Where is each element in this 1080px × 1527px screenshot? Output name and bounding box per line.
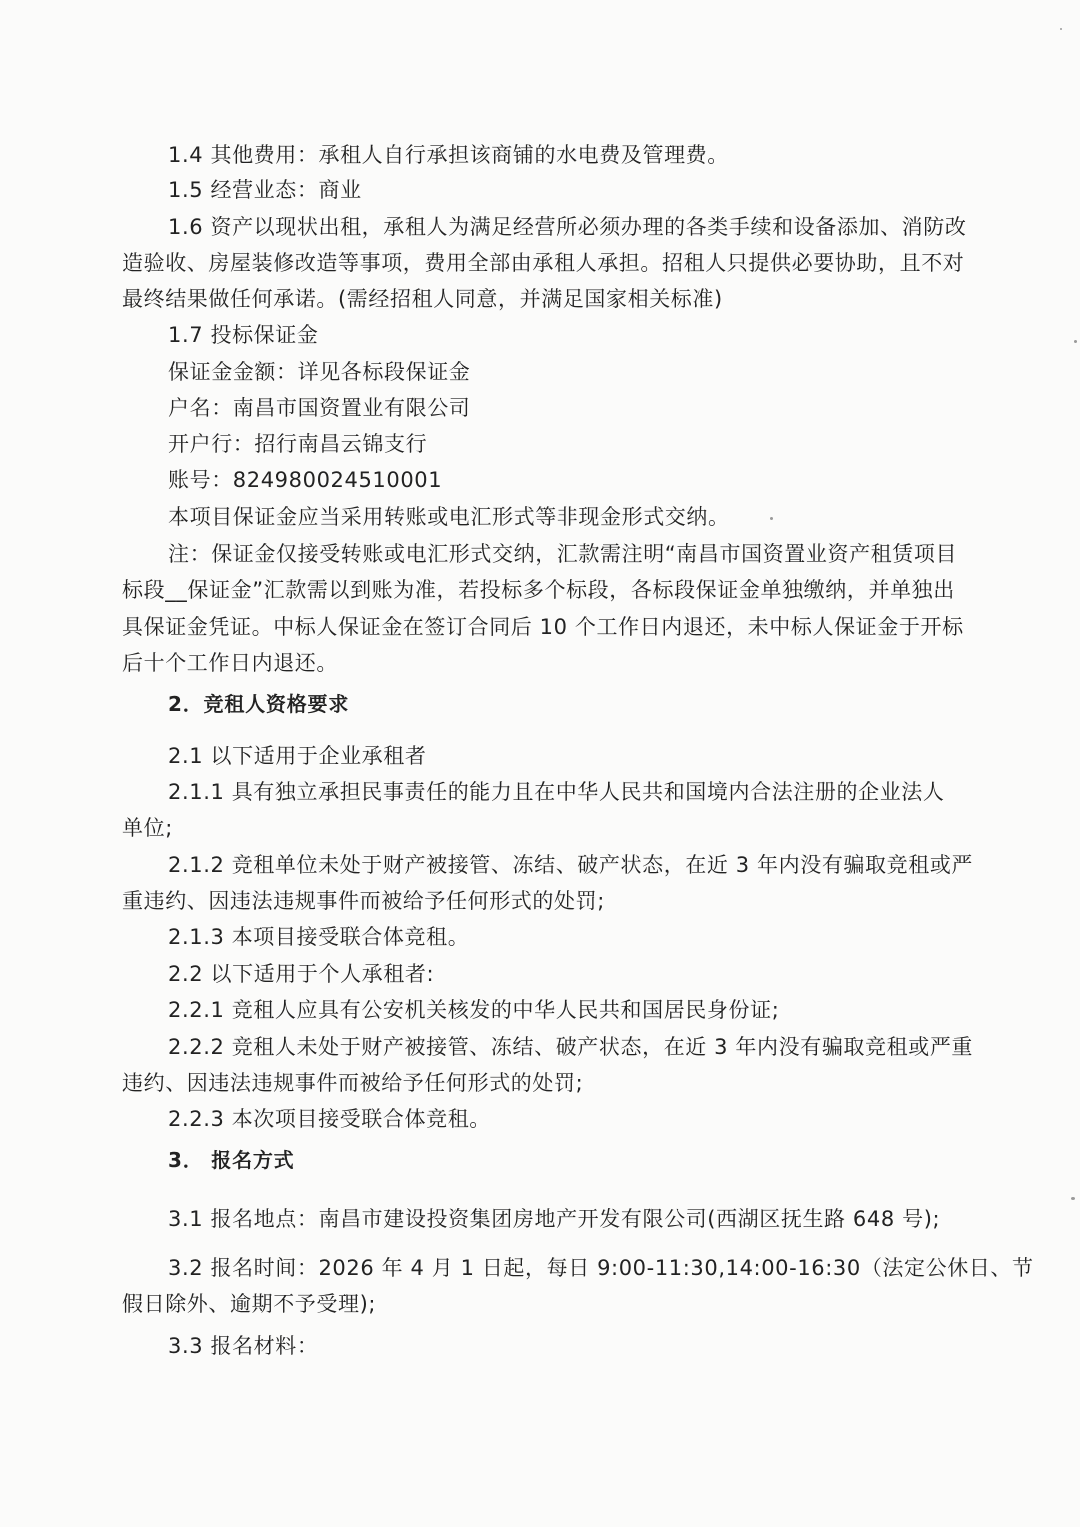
text-line: 3.3 报名材料： <box>168 1334 319 1358</box>
text-line: 具保证金凭证。中标人保证金在签订合同后 10 个工作日内退还，未中标人保证金于开标 <box>122 615 964 639</box>
scan-speck <box>770 517 773 520</box>
scan-speck <box>1071 1197 1075 1200</box>
text-line: 注：保证金仅接受转账或电汇形式交纳，汇款需注明“南昌市国资置业资产租赁项目 <box>168 542 958 566</box>
text-line: 单位; <box>122 816 173 840</box>
text-line: 后十个工作日内退还。 <box>122 651 338 675</box>
scan-speck <box>1074 340 1077 343</box>
text-line: 2.1.3 本项目接受联合体竞租。 <box>168 925 470 949</box>
text-line: 1.5 经营业态：商业 <box>168 178 362 202</box>
section-heading: 2．竞租人资格要求 <box>168 692 350 716</box>
text-line: 2.1.1 具有独立承担民事责任的能力且在中华人民共和国境内合法注册的企业法人 <box>168 780 945 804</box>
text-line: 标段__保证金”汇款需以到账为准，若投标多个标段，各标段保证金单独缴纳，并单独出 <box>122 578 955 602</box>
text-line: 保证金金额：详见各标段保证金 <box>168 360 471 384</box>
scan-speck <box>1060 28 1062 30</box>
text-line: 2.2.3 本次项目接受联合体竞租。 <box>168 1107 491 1131</box>
text-line: 1.7 投标保证金 <box>168 323 319 347</box>
text-line: 造验收、房屋装修改造等事项，费用全部由承租人承担。招租人只提供必要协助，且不对 <box>122 251 965 275</box>
text-line: 户名：南昌市国资置业有限公司 <box>168 396 471 420</box>
text-line: 最终结果做任何承诺。(需经招租人同意，并满足国家相关标准) <box>122 287 723 311</box>
text-line: 2.2.2 竞租人未处于财产被接管、冻结、破产状态，在近 3 年内没有骗取竞租或严重 <box>168 1035 974 1059</box>
text-line: 账号：824980024510001 <box>168 468 443 492</box>
text-line: 本项目保证金应当采用转账或电汇形式等非现金形式交纳。 <box>168 505 730 529</box>
text-line: 2.2 以下适用于个人承租者: <box>168 962 435 986</box>
text-line: 3.2 报名时间：2026 年 4 月 1 日起，每日 9:00-11:30,14:00-16:30（法定公休日、节 <box>168 1256 1034 1280</box>
text-line: 假日除外、逾期不予受理); <box>122 1292 377 1316</box>
text-line: 3.1 报名地点：南昌市建设投资集团房地产开发有限公司(西湖区抚生路 648 号); <box>168 1207 941 1231</box>
text-line: 2.1 以下适用于企业承租者 <box>168 744 427 768</box>
text-line: 2.2.1 竞租人应具有公安机关核发的中华人民共和国居民身份证; <box>168 998 780 1022</box>
section-heading: 3． 报名方式 <box>168 1148 295 1172</box>
text-line: 1.4 其他费用：承租人自行承担该商铺的水电费及管理费。 <box>168 143 729 167</box>
text-line: 重违约、因违法违规事件而被给予任何形式的处罚; <box>122 889 605 913</box>
text-line: 2.1.2 竞租单位未处于财产被接管、冻结、破产状态，在近 3 年内没有骗取竞租或严 <box>168 853 974 877</box>
text-line: 1.6 资产以现状出租，承租人为满足经营所必须办理的各类手续和设备添加、消防改 <box>168 215 967 239</box>
text-line: 开户行：招行南昌云锦支行 <box>168 432 428 456</box>
text-line: 违约、因违法违规事件而被给予任何形式的处罚; <box>122 1071 584 1095</box>
